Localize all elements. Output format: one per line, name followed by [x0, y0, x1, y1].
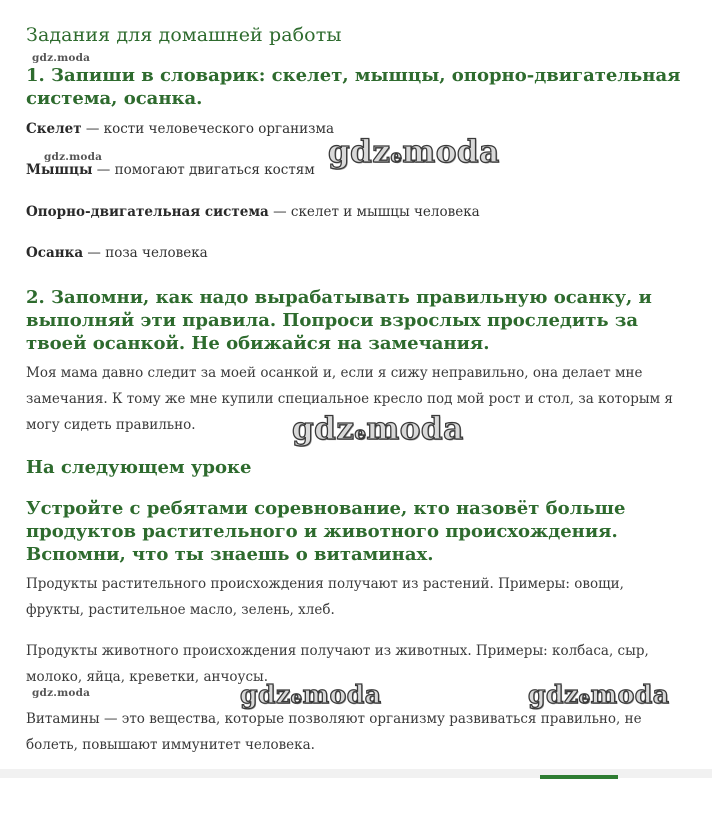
definition-text: — помогают двигаться костям: [92, 162, 315, 178]
task2-answer: Моя мама давно следит за моей осанкой и, если я сижу неправильно, она делает мне замечания. К тому же мне купили специальное кресло под мой рост и стол, за которым я могу сидеть правильно.: [26, 365, 673, 433]
watermark-small: gdz.moda: [32, 52, 91, 64]
watermark-logo-left: gdz: [328, 134, 391, 170]
footer-accent-bar: [540, 775, 618, 779]
watermark-logo-right: moda: [402, 134, 500, 170]
section-title: Задания для домашней работы: [26, 24, 342, 46]
plant-products-paragraph: Продукты растительного происхождения получают из растений. Примеры: овощи, фрукты, растительное масло, зелень, хлеб.: [26, 576, 624, 618]
definition-skeleton: [26, 121, 334, 137]
definition-musculoskeletal-system: [26, 204, 480, 220]
watermark-small: gdz.moda: [44, 151, 103, 163]
definition-text: — скелет и мышцы человека: [268, 204, 480, 220]
watermark-logo: gdzemoda: [240, 680, 382, 709]
definition-term: Опорно-двигательная система: [26, 204, 269, 220]
watermark-logo: gdzemoda: [528, 680, 670, 709]
vitamins-paragraph: Витамины — это вещества, которые позволяют организму развиваться правильно, не болеть, повышают иммунитет человека.: [26, 711, 642, 753]
watermark-small: gdz.moda: [32, 687, 91, 699]
definition-term: Осанка: [26, 245, 84, 261]
watermark-logo-left: gdz: [240, 680, 291, 709]
watermark-logo-right: moda: [590, 680, 670, 709]
watermark-logo-right: moda: [366, 411, 464, 447]
definition-muscles: [26, 162, 315, 178]
task3-heading: Устройте с ребятами соревнование, кто назовёт больше продуктов растительного и животного происхождения. Вспомни, что ты знаешь о витаминах.: [26, 498, 626, 565]
watermark-logo: gdzemoda: [292, 411, 464, 447]
definition-text: — кости человеческого организма: [81, 121, 335, 137]
task1-heading: 1. Запиши в словарик: скелет, мышцы, опорно-двигательная система, осанка.: [26, 65, 681, 109]
watermark-logo-right: moda: [302, 680, 382, 709]
task2-heading: 2. Запомни, как надо вырабатывать правильную осанку, и выполняй эти правила. Попроси взрослых проследить за твоей осанкой. Не обижайся на замечания.: [26, 287, 652, 354]
definition-posture: [26, 245, 208, 261]
definition-term: Скелет: [26, 121, 82, 137]
watermark-logo-left: gdz: [528, 680, 579, 709]
watermark-logo-left: gdz: [292, 411, 355, 447]
definition-term: Мышцы: [26, 162, 93, 178]
animal-products-paragraph: Продукты животного происхождения получают из животных. Примеры: колбаса, сыр, молоко, яйца, креветки, анчоусы.: [26, 643, 649, 685]
watermark-logo: gdzemoda: [328, 134, 500, 170]
definition-text: — поза человека: [83, 245, 208, 261]
next-lesson-heading: На следующем уроке: [26, 457, 252, 478]
